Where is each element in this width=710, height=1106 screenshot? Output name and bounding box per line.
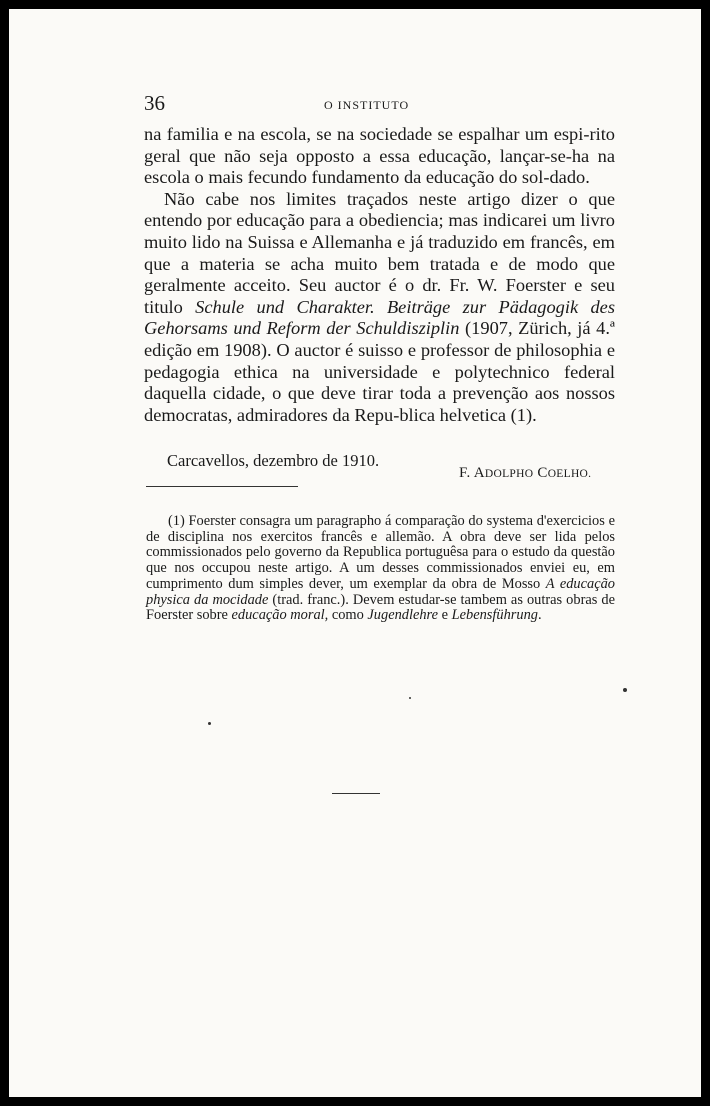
footnote-rule (146, 486, 298, 487)
footnote-title-2: educação moral, (231, 607, 329, 624)
signature-first-rest: DOLPHO (484, 468, 534, 480)
book-title: Schule und Charakter. Beiträge zur Pädagogik des Gehorsams und Reform der Schuldisziplin (144, 296, 615, 339)
paragraph-1: na familia e na escola, se na sociedade se espalhar um espi-rito geral que não seja opposto a essa educação, lançar-se-ha na escola o mais fecundo fundamento da educação do sol-dado. (144, 124, 615, 188)
body-text (144, 124, 615, 426)
paragraph-2-end: (1907, Zürich, já 4.ª edição em 1908). O auctor é suisso e professor de philosophia e pedagogia ethica na universidade e polytechnico federal daquella cidade, o que deve tirar toda a prevenção aos nossos democratas, admiradores da Repu-blica helvetica (1). (144, 318, 616, 425)
page-header (144, 91, 584, 121)
footnote (146, 514, 615, 624)
end-rule (332, 793, 380, 794)
footnote-text-3: como (328, 607, 368, 624)
running-head: O INSTITUTO (324, 98, 410, 112)
signature-first-cap: A (473, 465, 485, 481)
footnote-title-4: Lebensführung (451, 607, 538, 624)
ink-speck (409, 697, 411, 699)
ink-speck (623, 688, 627, 692)
ink-speck (208, 722, 211, 725)
footnote-text-5: . (537, 607, 542, 624)
footnote-text-4: e (438, 607, 452, 624)
dateline: Carcavellos, dezembro de 1910. (167, 451, 380, 470)
paragraph-2-start: Não cabe nos limites traçados neste artigo dizer o que entendo por educação para a obediencia; mas indicarei um livro muito lido na Suissa e Allemanha e já traduzido em francês, em que a materia se acha muito bem tratada e de modo que geralmente acceito. Seu auctor é o dr. Fr. W. Foerster e seu titulo (144, 188, 615, 317)
paragraph-2 (144, 189, 615, 427)
author-signature (459, 465, 591, 482)
page-number: 36 (144, 91, 165, 115)
signature-initial: F. (459, 465, 474, 481)
footnote-text-1: (1) Foerster consagra um paragrapho á comparação do systema d'exercicios e de disciplina nos exercitos francês e allemão. A obra deve ser lida pelos commissionados pelo governo da Republica portuguêsa para o estudo da questão que nos occupou neste artigo. A um desses commissionados enviei eu, em cumprimento dum simples dever, um exemplar da obra de Mosso (146, 513, 615, 592)
signature-last-cap: C (537, 465, 548, 481)
footnote-text-2: (trad. franc.). Devem estudar-se tambem as outras obras de Foerster sobre (146, 591, 615, 624)
footnote-title-3: Jugendlehre (367, 607, 439, 624)
footnote-title-1: A educação physica da mocidade (146, 575, 615, 608)
book-page (9, 9, 701, 1097)
signature-last-rest: OELHO. (547, 468, 592, 480)
